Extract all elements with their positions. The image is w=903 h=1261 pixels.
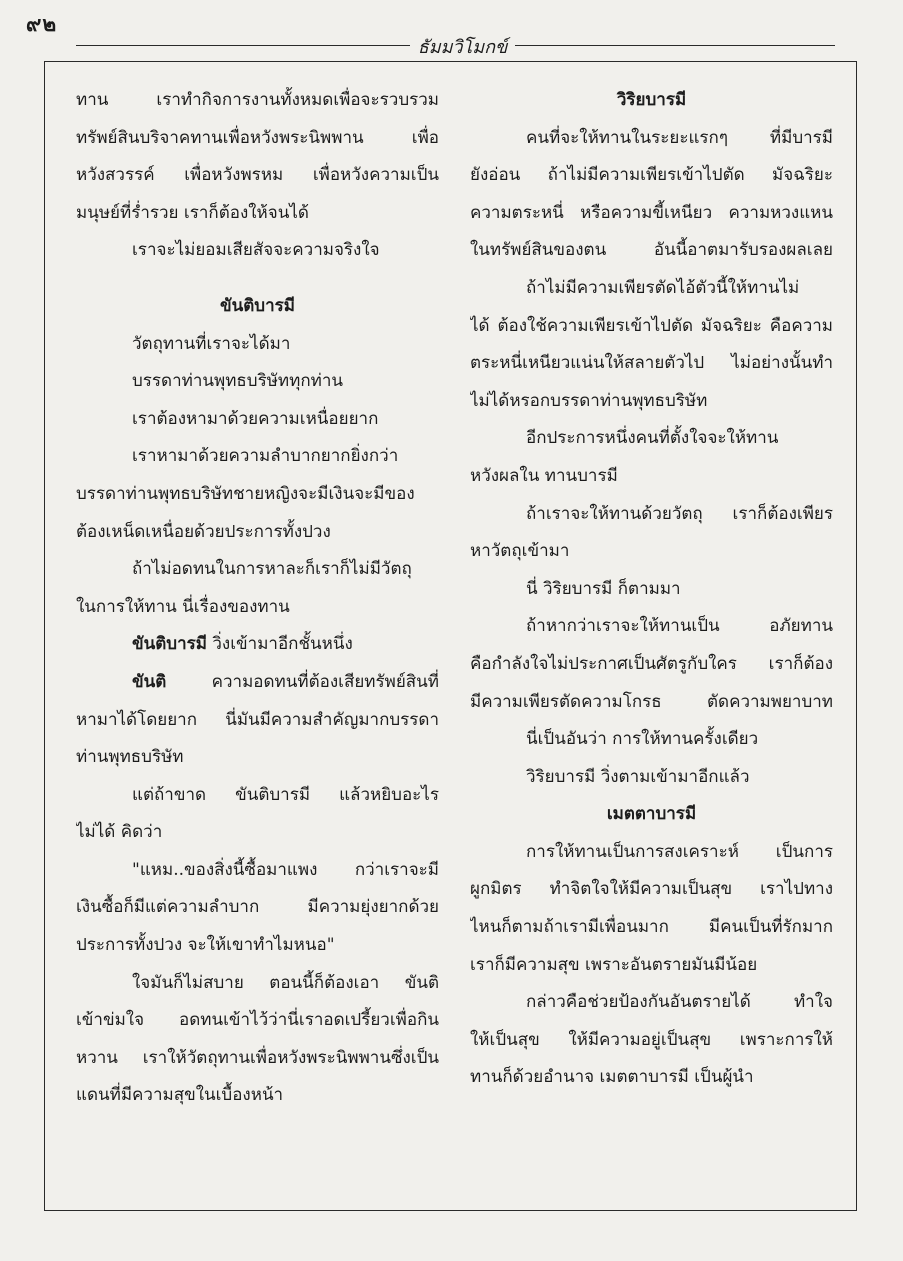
text-line: วัตถุทานที่เราจะได้มา: [132, 333, 291, 354]
text-line: กล่าวคือช่วยป้องกันอันตรายได้ ทำใจ: [526, 992, 833, 1013]
header-rule-left: [76, 45, 410, 46]
text-line: หวาน เราให้วัตถุทานเพื่อหวังพระนิพพานซึ่งเป็น: [76, 1047, 439, 1068]
text-line: ในทรัพย์สินของตน อันนี้อาตมารับรองผลเลย: [470, 240, 833, 261]
text-line: คนที่จะให้ทานในระยะแรกๆ ที่มีบารมี: [526, 127, 833, 148]
section-heading: เมตตาบารมี: [606, 804, 697, 825]
section-heading: ขันติบารมี: [220, 295, 295, 316]
text-line: หาวัตถุเข้ามา: [470, 541, 570, 562]
text-line: ใจมันก็ไม่สบาย ตอนนี้ก็ต้องเอา ขันติ: [132, 972, 439, 993]
text-line: ผูกมิตร ทำจิตใจให้มีความเป็นสุข เราไปทาง: [470, 879, 833, 900]
text-line: ยังอ่อน ถ้าไม่มีความเพียรเข้าไปตัด มัจฉริยะ: [470, 165, 833, 186]
text-line: ได้ ต้องใช้ความเพียรเข้าไปตัด มัจฉริยะ คือความ: [470, 315, 833, 336]
left-column: [76, 82, 439, 1115]
running-header: ธัมมวิโมกข์: [417, 37, 508, 58]
text-line: เราจะไม่ยอมเสียสัจจะความจริงใจ: [132, 240, 380, 261]
text-line: ประการทั้งปวง จะให้เขาทำไมหนอ": [76, 935, 335, 956]
text-line: บรรดาท่านพุทธบริษัททุกท่าน: [132, 371, 344, 392]
page-number: ๙๒: [26, 11, 58, 36]
text-line: ต้องเหน็ดเหนื่อยด้วยประการทั้งปวง: [76, 521, 331, 542]
right-column: [470, 82, 833, 1097]
text-line: ถ้าหากว่าเราจะให้ทานเป็น อภัยทาน: [526, 616, 833, 637]
text-line: ไม่ได้ คิดว่า: [76, 822, 163, 843]
text-line: นี่ วิริยบารมี ก็ตามมา: [526, 578, 681, 599]
text-line: หามาได้โดยยาก นี่มันมีความสำคัญมากบรรดา: [76, 709, 439, 730]
bold-term: ขันติ: [132, 671, 167, 692]
text-line: เงินซื้อก็มีแต่ความลำบาก มีความยุ่งยากด้วย: [76, 897, 439, 918]
text-line: ทานก็ด้วยอำนาจ เมตตาบารมี เป็นผู้นำ: [470, 1067, 754, 1088]
text-line: บรรดาท่านพุทธบริษัทชายหญิงจะมีเงินจะมีของ: [76, 483, 415, 504]
text-line: ความตระหนี่ หรือความขี้เหนียว ความหวงแหน: [470, 202, 833, 223]
text-line: หวังผลใน ทานบารมี: [470, 465, 618, 486]
text-line: ตระหนี่เหนียวแน่นให้สลายตัวไป ไม่อย่างนั้นทำ: [470, 353, 833, 374]
text-line: ขันติ ความอดทนที่ต้องเสียทรัพย์สินที่: [132, 671, 439, 692]
text-line: วิริยบารมี วิ่งตามเข้ามาอีกแล้ว: [526, 766, 750, 787]
text-line: ขันติบารมี วิ่งเข้ามาอีกชั้นหนึ่ง: [132, 634, 353, 655]
text-line: เราก็มีความสุข เพราะอันตรายมันมีน้อย: [470, 954, 758, 975]
text-line: แดนที่มีความสุขในเบื้องหน้า: [76, 1085, 284, 1106]
bold-term: ขันติบารมี: [132, 634, 207, 655]
text-line: ทาน เราทำกิจการงานทั้งหมดเพื่อจะรวบรวม: [76, 90, 439, 110]
text-line: เราต้องหามาด้วยความเหนื่อยยาก: [132, 408, 379, 429]
text-line: นี่เป็นอันว่า การให้ทานครั้งเดียว: [526, 729, 759, 750]
text-line: "แหม..ของสิ่งนี้ซื้อมาแพง กว่าเราจะมี: [132, 859, 439, 880]
text-line: เราหามาด้วยความลำบากยากยิ่งกว่า: [132, 446, 399, 467]
text-line: ไม่ได้หรอกบรรดาท่านพุทธบริษัท: [470, 390, 708, 411]
text-line: แต่ถ้าขาด ขันติบารมี แล้วหยิบอะไร: [132, 784, 439, 805]
text-line: ไหนก็ตามถ้าเรามีเพื่อนมาก มีคนเป็นที่รักมาก: [470, 917, 833, 938]
text-line: มนุษย์ที่ร่ำรวย เราก็ต้องให้จนได้: [76, 202, 309, 223]
text-line: ถ้าไม่มีความเพียรตัดไอ้ตัวนี้ให้ทานไม่: [526, 277, 800, 298]
text-line: ในการให้ทาน นี่เรื่องของทาน: [76, 596, 290, 617]
text-line: ท่านพุทธบริษัท: [76, 747, 184, 768]
text-line: ถ้าเราจะให้ทานด้วยวัตถุ เราก็ต้องเพียร: [526, 503, 833, 524]
text-line: คือกำลังใจไม่ประกาศเป็นศัตรูกับใคร เราก็ต้อง: [470, 653, 833, 674]
text-line: อีกประการหนึ่งคนที่ตั้งใจจะให้ทาน: [526, 428, 779, 449]
section-heading: วิริยบารมี: [616, 90, 687, 110]
text-line: ถ้าไม่อดทนในการหาละก็เราก็ไม่มีวัตถุ: [132, 559, 412, 580]
text-line: ทรัพย์สินบริจาคทานเพื่อหวังพระนิพพาน เพื่อ: [76, 127, 439, 148]
header-rule-right: [515, 45, 835, 46]
text-line: เข้าข่มใจ อดทนเข้าไว้ว่านี่เราอดเปรี้ยวเพื่อกิน: [76, 1010, 439, 1031]
text-line: การให้ทานเป็นการสงเคราะห์ เป็นการ: [526, 841, 833, 862]
text-line: มีความเพียรตัดความโกรธ ตัดความพยาบาท: [470, 691, 833, 712]
text-line: ให้เป็นสุข ให้มีความอยู่เป็นสุข เพราะการให้: [470, 1029, 833, 1050]
text-line: หวังสวรรค์ เพื่อหวังพรหม เพื่อหวังความเป็น: [76, 165, 439, 186]
